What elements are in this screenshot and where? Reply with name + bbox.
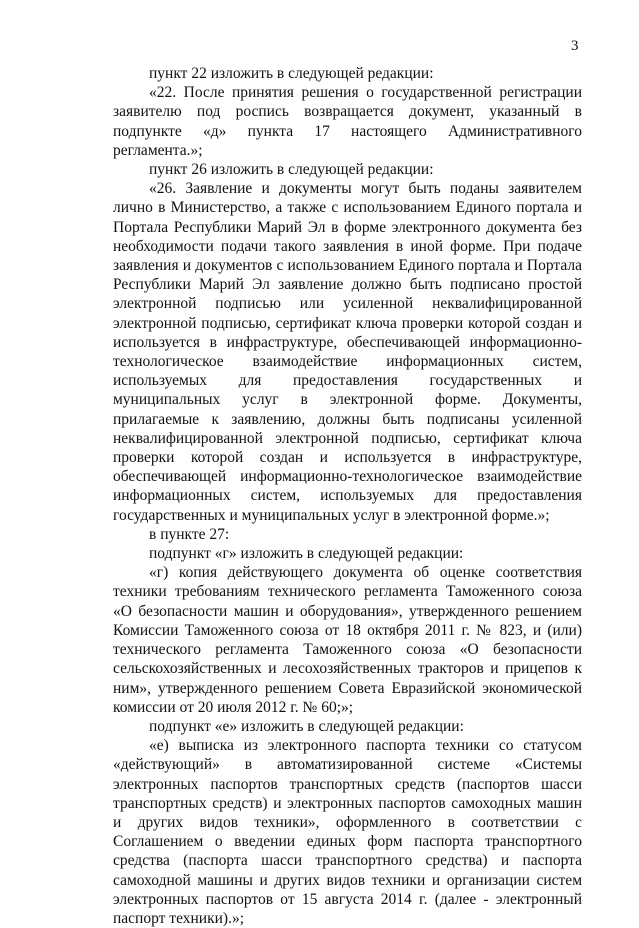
paragraph-point-27-intro: в пункте 27:	[149, 525, 230, 543]
page-number: 3	[571, 38, 579, 54]
paragraph-subpoint-e-text: «е) выписка из электронного паспорта техники со статусом «действующий» в автоматизированной системе «Системы электронных паспортов транспортных средств (паспортов шасси транспортных средств) и электронных паспортов самоходных машин и других видов техники», оформленного в соответствии с Соглашением о введении единых форм паспорта транспортного средства (паспорта шасси транспортного средства) и паспорта самоходной машины и других видов техники и организации систем электронных паспортов от 15 августа 2014 г. (далее - электронный паспорт техники).»;	[113, 737, 582, 927]
paragraph-point-22-text: «22. После принятия решения о государственной регистрации заявителю под роспись возвращается документ, указанный в подпункте «д» пункта 17 настоящего Административного регламента.»;	[113, 84, 582, 159]
paragraph-instruction-subpoint-e: подпункт «е» изложить в следующей редакции:	[149, 717, 464, 735]
paragraph-point-26-text: «26. Заявление и документы могут быть поданы заявителем лично в Министерство, а также с использованием Единого портала и Портала Республики Марий Эл в форме электронного документа без необходимости подачи такого заявления в иной форме. При подаче заявления и документов с использованием Единого портала и Портала Республики Марий Эл заявление должно быть подписано простой электронной подписью или усиленной неквалифицированной электронной подписью, сертификат ключа проверки которой создан и используется в инфраструктуре, обеспечивающей информационно-технологическое взаимодействие информационных систем, используемых для предоставления государственных и муниципальных услуг в электронной форме. Документы, прилагаемые к заявлению, должны быть подписаны усиленной неквалифицированной электронной подписью, сертификат ключа проверки которой создан и используется в инфраструктуре, обеспечивающей информационно-технологическое взаимодействие информационных систем, используемых для предоставления государственных и муниципальных услуг в электронной форме.»;	[113, 180, 582, 524]
paragraph-instruction-point-26: пункт 26 изложить в следующей редакции:	[149, 161, 434, 179]
paragraph-subpoint-g-text: «г) копия действующего документа об оценке соответствия техники требованиям технического регламента Таможенного союза «О безопасности машин и оборудования», утвержденного решением Комиссии Таможенного союза от 18 октября 2011 г. № 823, и (или) технического регламента Таможенного союза «О безопасности сельскохозяйственных и лесохозяйственных тракторов и прицепов к ним», утвержденного решением Совета Евразийской экономической комиссии от 20 июля 2012 г. № 60;»;	[113, 564, 582, 716]
paragraph-instruction-subpoint-g: подпункт «г» изложить в следующей редакции:	[149, 545, 464, 563]
document-body	[113, 64, 582, 928]
paragraph-instruction-point-22: пункт 22 изложить в следующей редакции:	[149, 65, 434, 82]
